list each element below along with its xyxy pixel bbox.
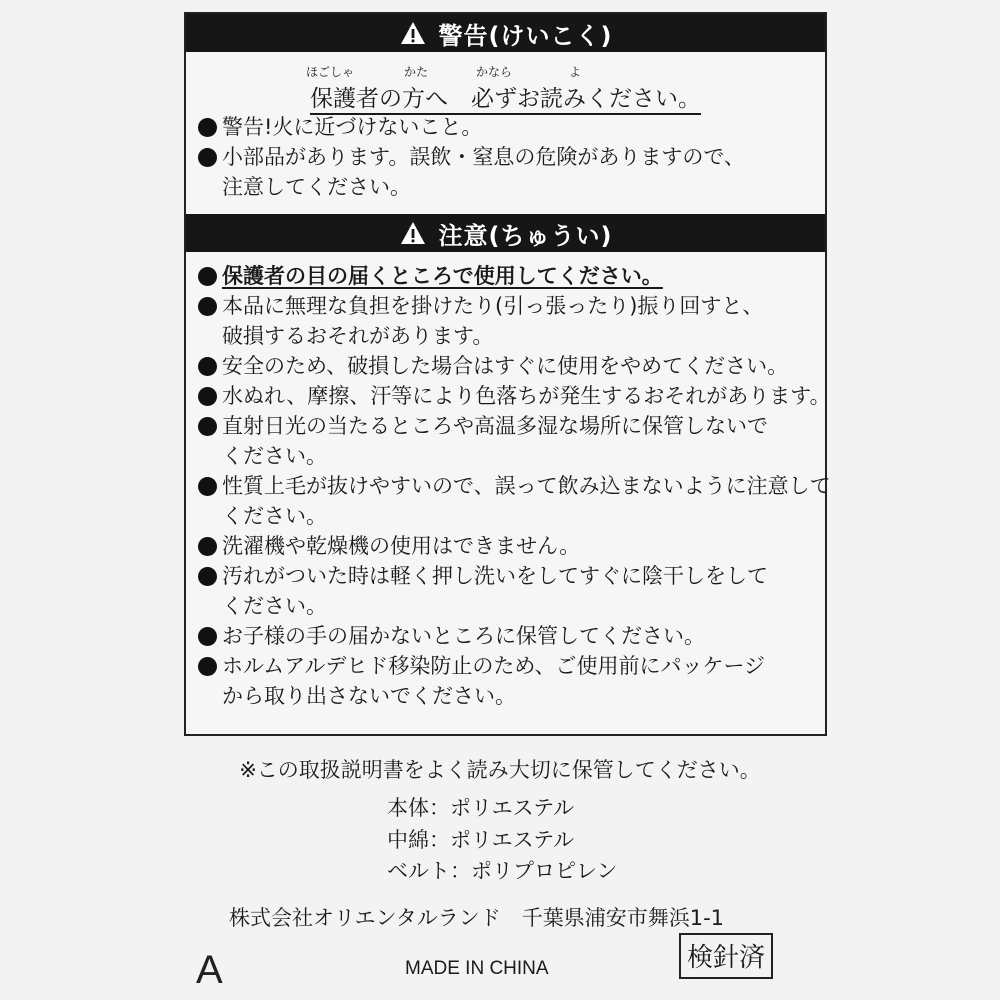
made-in-label: MADE IN CHINA <box>405 958 549 979</box>
list-item: 小部品があります。誤飲・窒息の危険がありますので、 注意してください。 <box>198 142 819 202</box>
list-item <box>198 261 819 291</box>
furigana: かた <box>404 65 429 79</box>
guardian-text: 保護者の方へ 必ずお読みください。 <box>310 86 701 115</box>
corner-letter: A <box>196 948 223 992</box>
warning-list <box>198 112 819 202</box>
material-body: 本体：ポリエステル <box>387 796 575 820</box>
warning-triangle-icon <box>399 220 427 246</box>
list-item: 本品に無理な負担を掛けたり(引っ張ったり)振り回すと、 破損するおそれがあります。 <box>198 291 819 351</box>
list-item: お子様の手の届かないところに保管してください。 <box>198 621 819 651</box>
list-item: 性質上毛が抜けやすいので、誤って飲み込まないように注意して ください。 <box>198 471 819 531</box>
instruction-frame <box>184 12 831 736</box>
list-item: 水ぬれ、摩擦、汗等により色落ちが発生するおそれがあります。 <box>198 381 819 411</box>
list-item: ホルムアルデヒド移染防止のため、ご使用前にパッケージ から取り出さないでください。 <box>198 651 819 711</box>
list-item: 直射日光の当たるところや高温多湿な場所に保管しないで ください。 <box>198 411 819 471</box>
furigana-row <box>186 63 825 79</box>
caution-header <box>186 214 825 252</box>
list-item: 汚れがついた時は軽く押し洗いをしてすぐに陰干しをして ください。 <box>198 561 819 621</box>
caution-list <box>198 261 831 711</box>
warning-triangle-icon <box>399 20 427 46</box>
warning-header <box>186 14 825 52</box>
list-item: 洗濯機や乾燥機の使用はできません。 <box>198 531 819 561</box>
list-item: 安全のため、破損した場合はすぐに使用をやめてください。 <box>198 351 819 381</box>
material-belt: ベルト：ポリプロピレン <box>387 859 618 883</box>
furigana: よ <box>569 65 582 79</box>
guardian-notice <box>186 80 825 113</box>
company-address: 株式会社オリエンタルランド 千葉県浦安市舞浜1-1 <box>229 906 725 930</box>
furigana: ほごしゃ <box>306 65 355 79</box>
needle-check-stamp: 検針済 <box>679 933 773 979</box>
list-item-text: 保護者の目の届くところで使用してください。 <box>222 264 663 288</box>
list-item: 警告!火に近づけないこと。 <box>198 112 819 142</box>
furigana: かなら <box>476 65 513 79</box>
storage-note: ※この取扱説明書をよく読み大切に保管してください。 <box>239 758 761 782</box>
caution-title: 注意(ちゅうい) <box>438 221 613 250</box>
warning-title: 警告(けいこく) <box>438 21 613 50</box>
material-filling: 中綿：ポリエステル <box>387 828 575 852</box>
